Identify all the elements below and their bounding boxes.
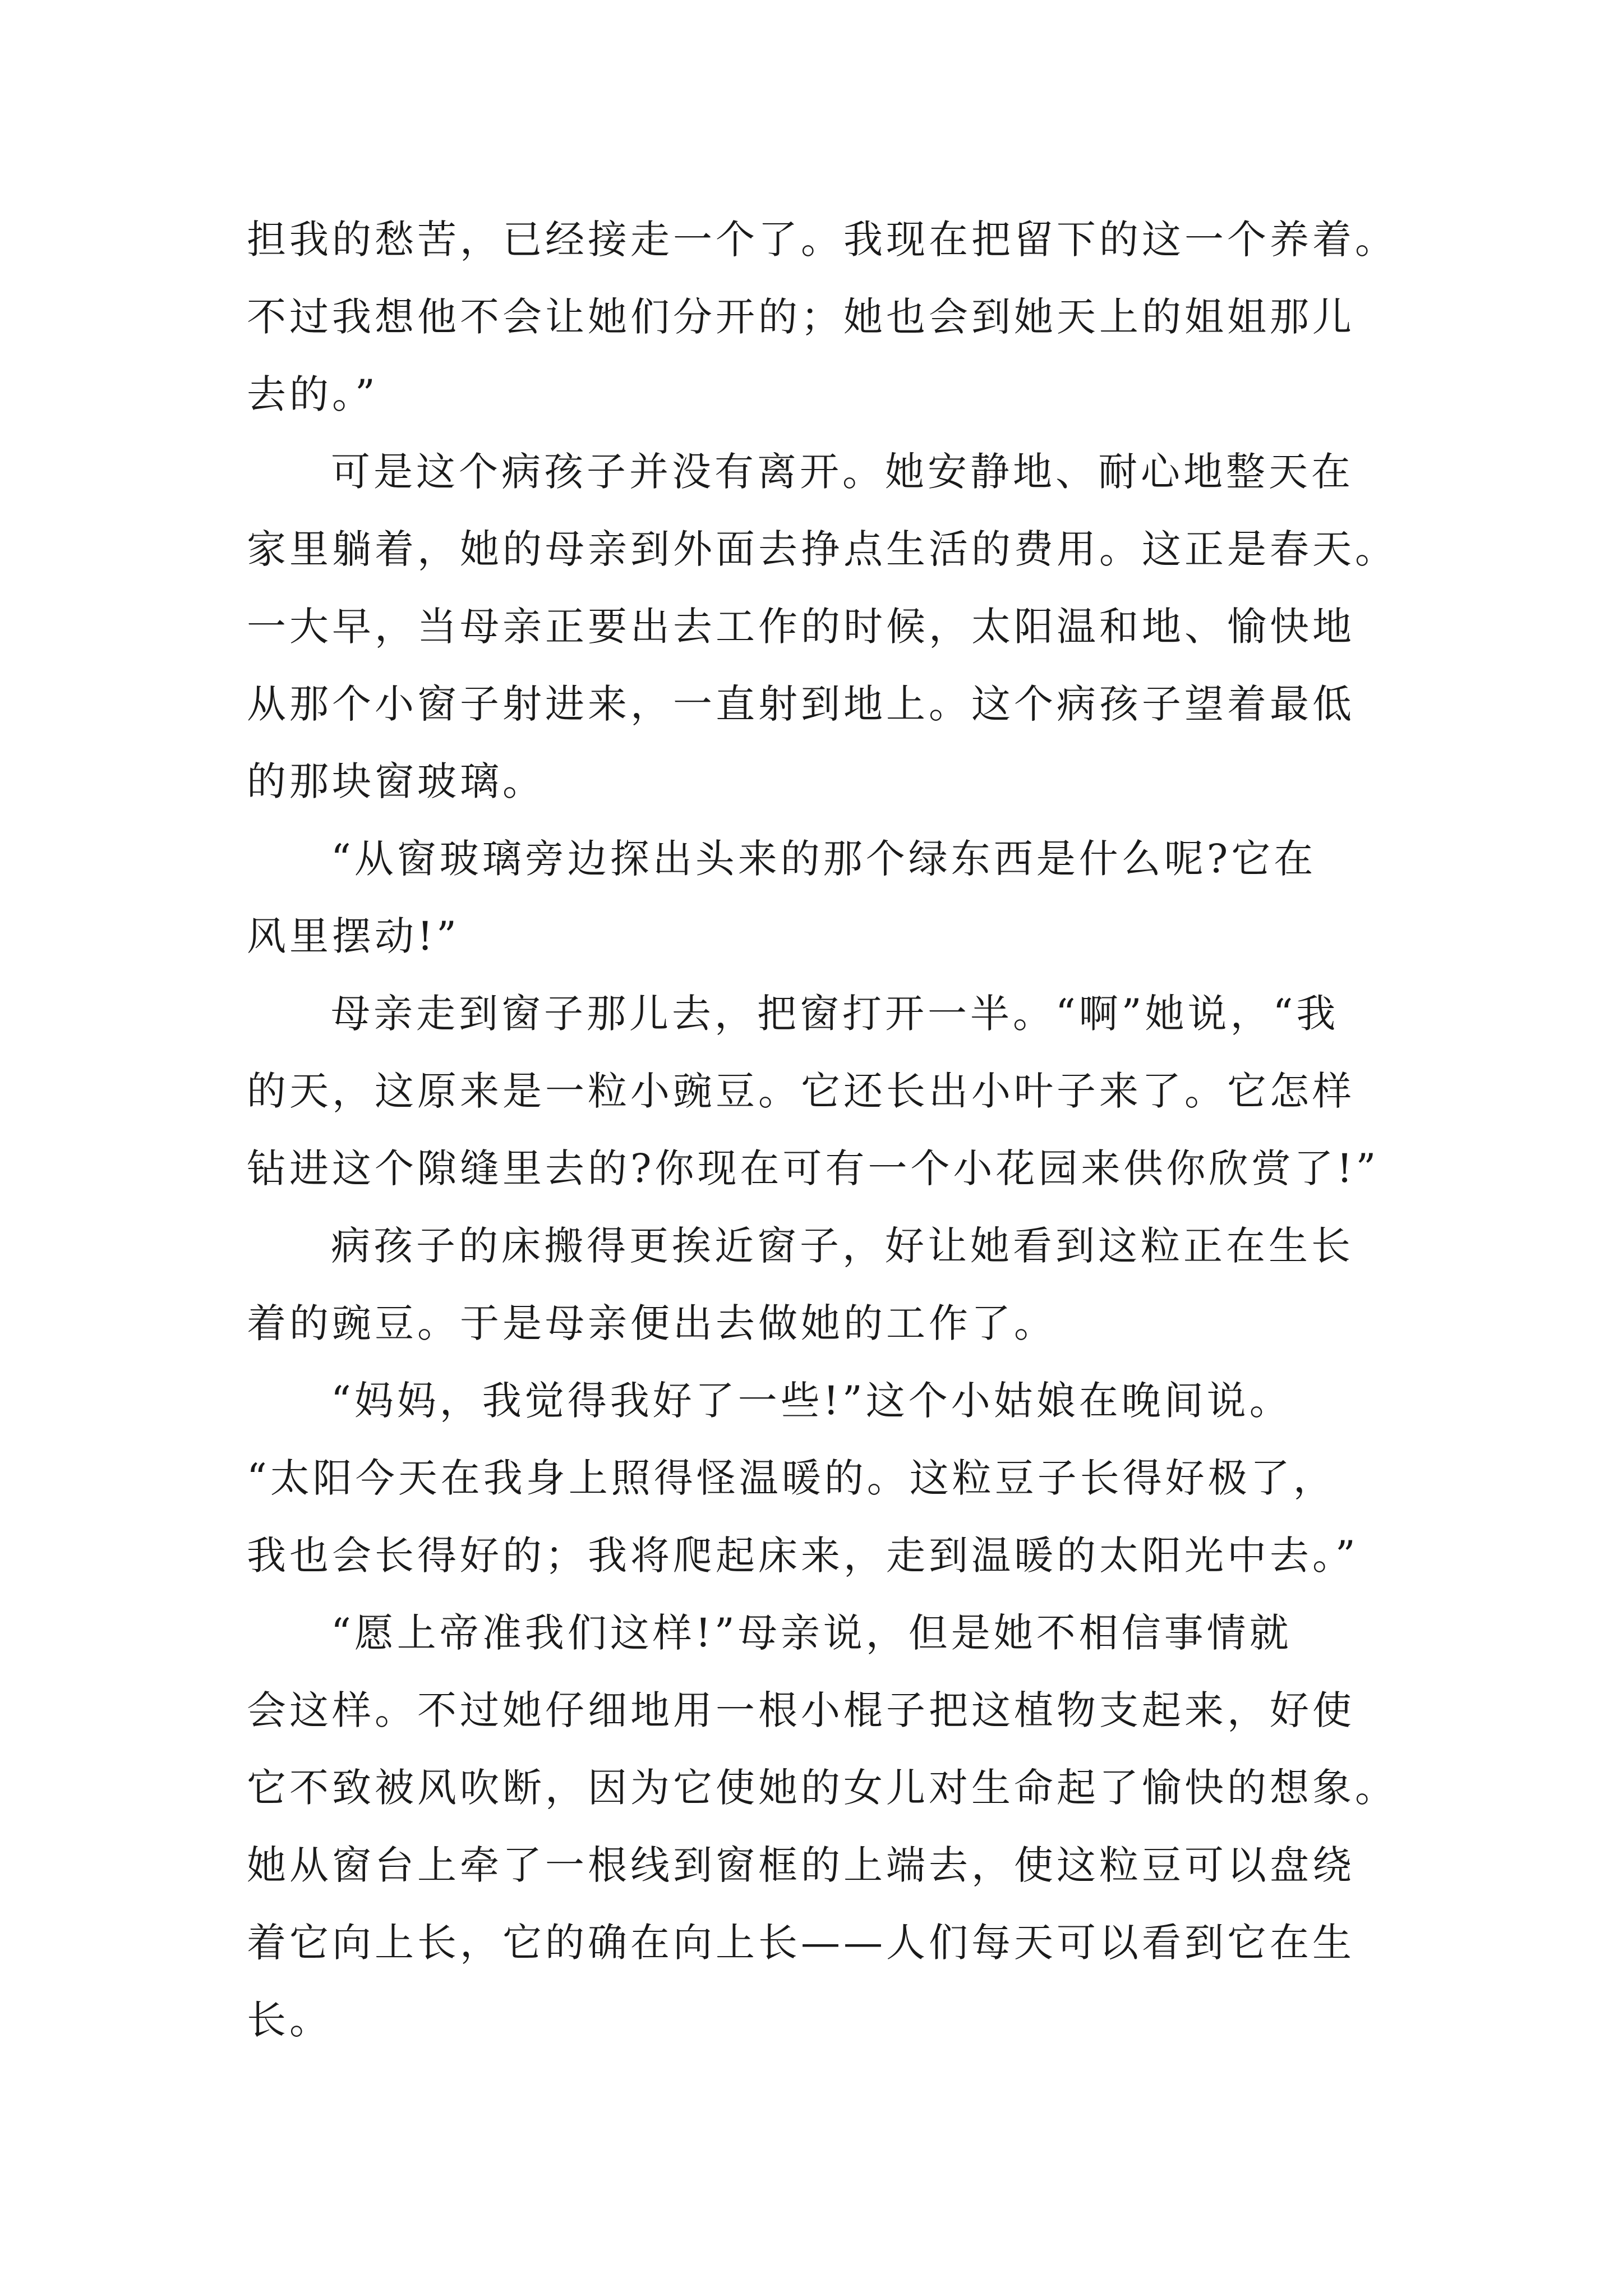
text-line: 会这样。不过她仔细地用一根小棍子把这植物支起来，好使 <box>247 1687 1355 1733</box>
text-line: 她从窗台上牵了一根线到窗框的上端去，使这粒豆可以盘绕 <box>247 1842 1355 1888</box>
text-line: 长。 <box>247 1997 332 2043</box>
text-line: 去的。” <box>247 371 379 417</box>
text-line: 风里摆动!” <box>247 913 460 959</box>
text-line: 一大早，当母亲正要出去工作的时候，太阳温和地、愉快地 <box>247 604 1355 650</box>
text-line: 不过我想他不会让她们分开的；她也会到她天上的姐姐那儿 <box>247 294 1355 340</box>
text-line: “太阳今天在我身上照得怪温暖的。这粒豆子长得好极了， <box>247 1455 1336 1501</box>
text-line: 母亲走到窗子那儿去，把窗打开一半。“啊”她说，“我 <box>331 991 1339 1037</box>
text-line: 着它向上长，它的确在向上长——人们每天可以看到它在生 <box>247 1920 1355 1966</box>
text-line: “愿上帝准我们这样!”母亲说，但是她不相信事情就 <box>331 1610 1292 1656</box>
text-line: “从窗玻璃旁边探出头来的那个绿东西是什么呢?它在 <box>331 836 1317 882</box>
story-text <box>247 201 1396 2059</box>
text-line: 担我的愁苦，已经接走一个了。我现在把留下的这一个养着。 <box>247 217 1398 263</box>
text-line: 可是这个病孩子并没有离开。她安静地、耐心地整天在 <box>331 449 1354 495</box>
text-line: 病孩子的床搬得更挨近窗子，好让她看到这粒正在生长 <box>331 1223 1354 1269</box>
text-line: 从那个小窗子射进来，一直射到地上。这个病孩子望着最低 <box>247 681 1355 727</box>
text-line: 家里躺着，她的母亲到外面去挣点生活的费用。这正是春天。 <box>247 526 1398 572</box>
text-line: 它不致被风吹断，因为它使她的女儿对生命起了愉快的想象。 <box>247 1765 1398 1811</box>
text-line: “妈妈，我觉得我好了一些!”这个小姑娘在晚间说。 <box>331 1378 1292 1424</box>
text-line: 我也会长得好的；我将爬起床来，走到温暖的太阳光中去。” <box>247 1533 1359 1579</box>
text-line: 的天，这原来是一粒小豌豆。它还长出小叶子来了。它怎样 <box>247 1068 1355 1114</box>
text-line: 的那块窗玻璃。 <box>247 758 545 804</box>
text-line: 钻进这个隙缝里去的?你现在可有一个小花园来供你欣赏了!” <box>247 1145 1380 1191</box>
text-line: 着的豌豆。于是母亲便出去做她的工作了。 <box>247 1300 1057 1346</box>
